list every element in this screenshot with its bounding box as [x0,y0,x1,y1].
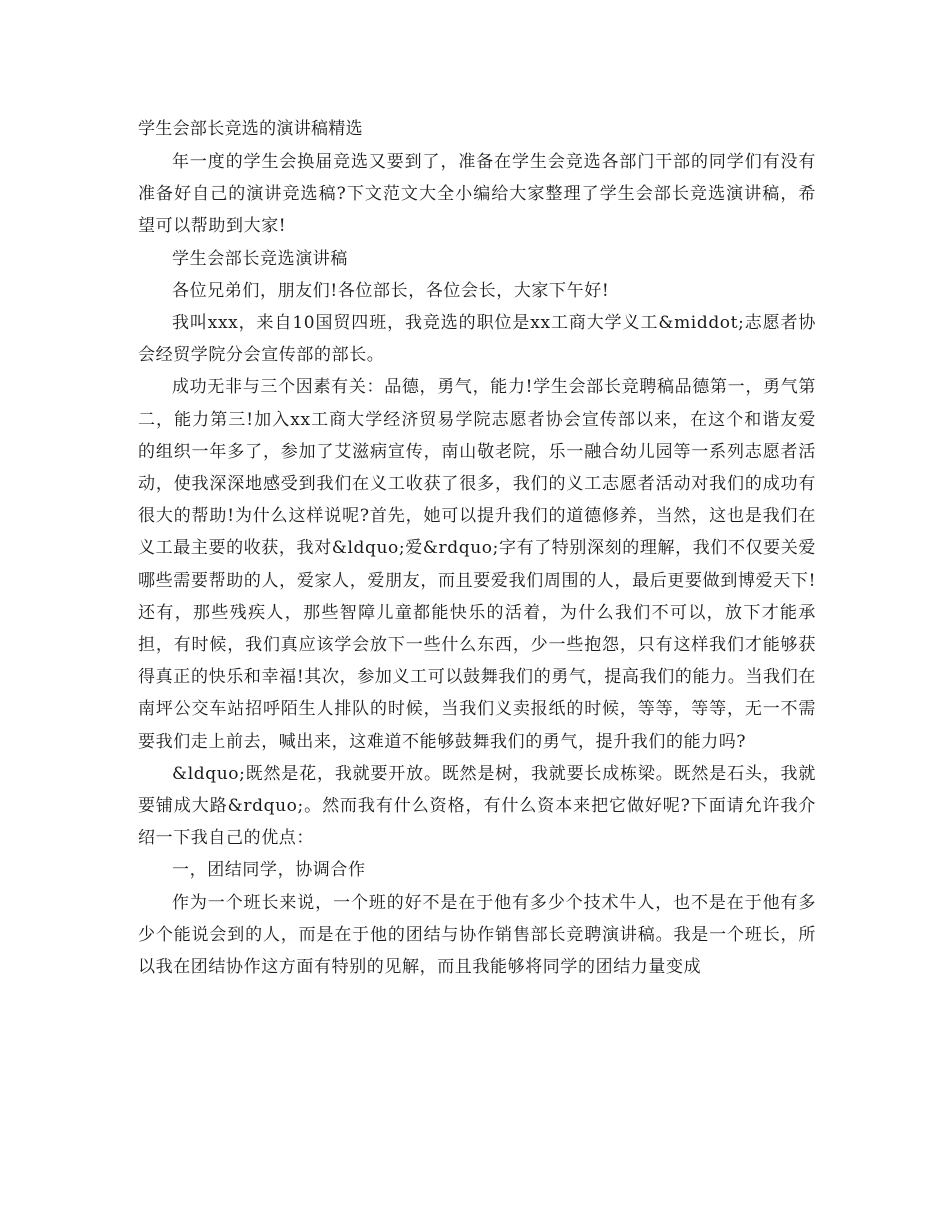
body-paragraph: 作为一个班长来说，一个班的好不是在于他有多少个技术牛人，也不是在于他有多少个能说会到的人，而是在于他的团结与协作销售部长竞聘演讲稿。我是一个班长，所以我在团结协作这方面有特别的见解，而且我能够将同学的团结力量变成 [138,892,816,978]
speech-heading: 学生会部长竞选演讲稿 [172,248,348,269]
document-body [138,117,816,983]
greeting-paragraph: 各位兄弟们，朋友们!各位部长，各位会长，大家下午好! [172,280,610,301]
body-paragraph: 成功无非与三个因素有关：品德，勇气，能力!学生会部长竞聘稿品德第一，勇气第二，能力第三!加入xx工商大学经济贸易学院志愿者协会宣传部以来，在这个和谐友爱的组织一年多了，参加了艾滋病宣传，南山敬老院，乐一融合幼儿园等一系列志愿者活动，使我深深地感受到我们在义工收获了很多，我们的义工志愿者活动对我们的成功有很大的帮助!为什么这样说呢?首先，她可以提升我们的道德修养，当然，这也是我们在义工最主要的收获，我对&ldquo;爱&rdquo;字有了特别深刻的理解，我们不仅要关爱哪些需要帮助的人，爱家人，爱朋友，而且要爱我们周围的人，最后更要做到博爱天下!还有，那些残疾人，那些智障儿童都能快乐的活着，为什么我们不可以，放下才能承担，有时候，我们真应该学会放下一些什么东西，少一些抱怨，只有这样我们才能够获得真正的快乐和幸福!其次，参加义工可以鼓舞我们的勇气，提高我们的能力。当我们在南坪公交车站招呼陌生人排队的时候，当我们义卖报纸的时候，等等，等等，无一不需要我们走上前去，喊出来，这难道不能够鼓舞我们的勇气，提升我们的能力吗? [138,377,816,752]
intro-paragraph: 年一度的学生会换届竞选又要到了，准备在学生会竞选各部门干部的同学们有没有准备好自己的演讲竞选稿?下文范文大全小编给大家整理了学生会部长竞选演讲稿，希望可以帮助到大家! [138,152,816,237]
section-heading: 一，团结同学，协调合作 [172,860,366,881]
self-introduction-paragraph: 我叫xxx，来自10国贸四班，我竞选的职位是xx工商大学义工&middot;志愿者协会经贸学院分会宣传部的部长。 [138,313,816,366]
document-title: 学生会部长竞选的演讲稿精选 [138,119,363,139]
quote-paragraph: &ldquo;既然是花，我就要开放。既然是树，我就要长成栋梁。既然是石头，我就要铺成大路&rdquo;。然而我有什么资格，有什么资本来把它做好呢?下面请允许我介绍一下我自己的优点： [138,763,816,849]
